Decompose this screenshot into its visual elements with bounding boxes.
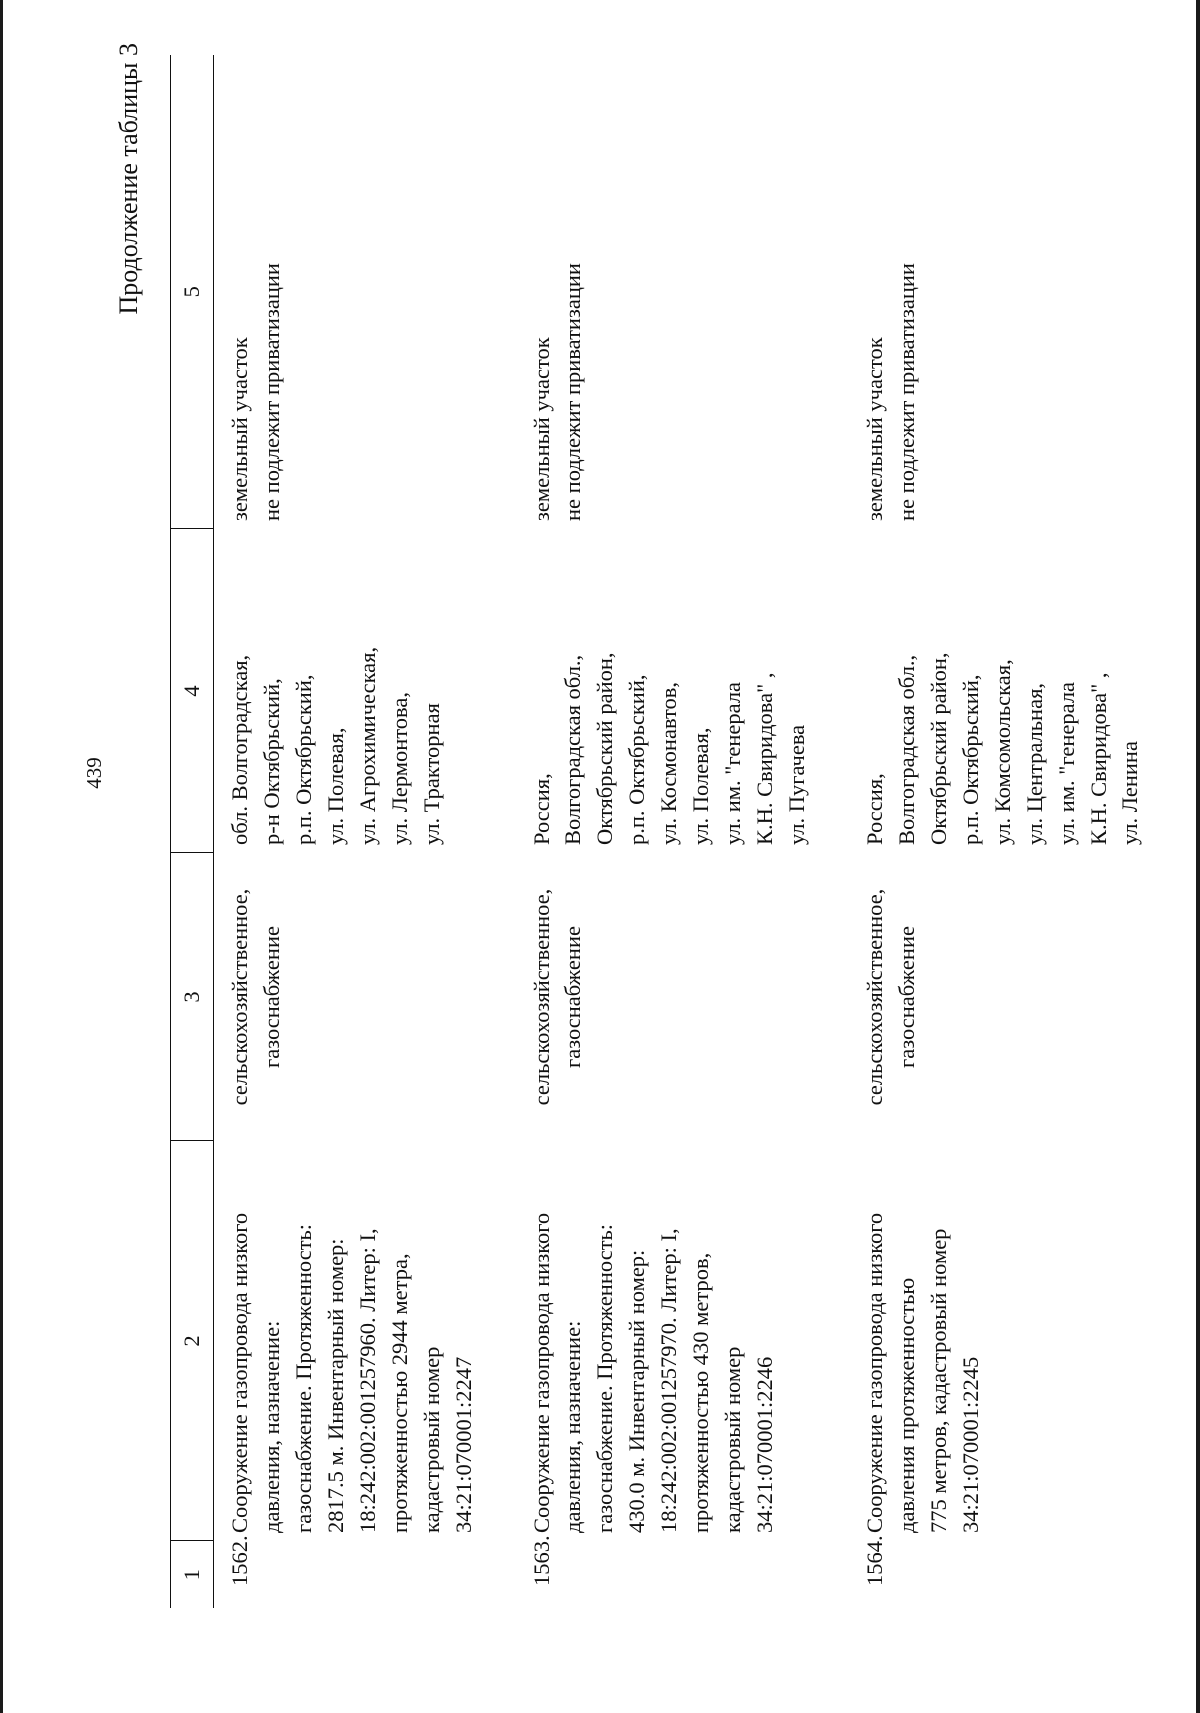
row-number: 1564. xyxy=(861,1535,887,1586)
description-line: газоснабжение. Протяженность: xyxy=(290,1223,316,1533)
description-line: Сооружение газопровода низкого xyxy=(528,1212,554,1533)
address-line: р.п. Октябрьский, xyxy=(957,674,983,845)
description-line: 18:242:002:001257970. Литер: I, xyxy=(656,1228,682,1533)
address-line: ул. Пугачева xyxy=(784,724,809,845)
property-table xyxy=(170,55,1182,1608)
object-purpose xyxy=(516,853,849,1141)
address-line: ул. Полевая, xyxy=(688,727,714,845)
purpose-line: сельскохозяйственное, xyxy=(861,888,887,1106)
address-line: Волгоградская обл., xyxy=(560,654,586,845)
description-line: 775 метров, кадастровый номер xyxy=(925,1228,951,1533)
address-line: ул. Комсомольская, xyxy=(989,659,1015,845)
note-line: не подлежит приватизации xyxy=(893,263,919,521)
address-line: ул. Центральная, xyxy=(1021,682,1047,845)
object-address xyxy=(214,529,516,853)
note-line: земельный участок xyxy=(861,337,887,521)
object-address xyxy=(849,529,1182,853)
row-number: 1562. xyxy=(227,1535,252,1586)
table-continuation-label: Продолжение таблицы 3 xyxy=(114,43,143,315)
purpose-line: газоснабжение xyxy=(258,926,284,1068)
purpose-line: сельскохозяйственное, xyxy=(528,888,554,1106)
address-line: р.п. Октябрьский, xyxy=(290,674,316,845)
description-line: Сооружение газопровода низкого xyxy=(227,1212,252,1533)
purpose-line: сельскохозяйственное, xyxy=(227,888,252,1106)
address-line: ул. Тракторная xyxy=(418,703,444,845)
description-line: 18:242:002:001257960. Литер: I, xyxy=(354,1228,380,1533)
address-line: ул. Ленина xyxy=(1117,741,1143,845)
address-line: Октябрьский район, xyxy=(925,652,951,845)
purpose-line: газоснабжение xyxy=(560,926,586,1068)
address-line: ул. Лермонтова, xyxy=(386,692,412,845)
purpose-line: газоснабжение xyxy=(893,926,919,1068)
note-line: не подлежит приватизации xyxy=(560,263,586,521)
description-line: 34:21:070001:2245 xyxy=(957,1356,983,1533)
column-header-2: 2 xyxy=(171,1141,214,1541)
object-purpose xyxy=(849,853,1182,1141)
description-line: 430.0 м. Инвентарный номер: xyxy=(624,1249,650,1533)
note-line: земельный участок xyxy=(528,337,554,521)
address-line: Октябрьский район, xyxy=(592,652,618,845)
description-line: 2817.5 м. Инвентарный номер: xyxy=(322,1238,348,1533)
table-header-row xyxy=(171,55,214,1608)
object-note xyxy=(214,55,516,529)
description-line: протяженностью 2944 метра, xyxy=(386,1253,412,1533)
object-note xyxy=(849,55,1182,529)
column-header-3: 3 xyxy=(171,853,214,1141)
description-line: кадастровый номер xyxy=(720,1346,746,1533)
description-line: 34:21:070001:2246 xyxy=(752,1356,778,1533)
object-address xyxy=(516,529,849,853)
address-line: К.Н. Свиридова" , xyxy=(1085,672,1111,845)
description-line: давления, назначение: xyxy=(560,1320,586,1533)
note-line: не подлежит приватизации xyxy=(258,263,284,521)
object-note xyxy=(516,55,849,529)
description-line: кадастровый номер xyxy=(418,1346,444,1533)
table-row xyxy=(516,55,849,1608)
address-line: К.Н. Свиридова" , xyxy=(752,672,778,845)
address-line: Россия, xyxy=(861,773,887,845)
address-line: ул. Космонавтов, xyxy=(656,681,682,845)
address-line: Волгоградская обл., xyxy=(893,654,919,845)
object-description xyxy=(214,1141,516,1541)
table-row xyxy=(849,55,1182,1608)
address-line: обл. Волгоградская, xyxy=(227,654,252,845)
object-description xyxy=(516,1141,849,1541)
address-line: р-н Октябрьский, xyxy=(258,678,284,845)
description-line: давления, назначение: xyxy=(258,1320,284,1533)
address-line: Россия, xyxy=(528,773,554,845)
description-line: Сооружение газопровода низкого xyxy=(861,1212,887,1533)
column-header-1: 1 xyxy=(171,1541,214,1608)
column-header-4: 4 xyxy=(171,529,214,853)
description-line: газоснабжение. Протяженность: xyxy=(592,1223,618,1533)
object-description xyxy=(849,1141,1182,1541)
address-line: ул. им. "генерала xyxy=(1053,681,1079,845)
page-number: 439 xyxy=(82,757,106,789)
address-line: ул. Агрохимическая, xyxy=(354,646,380,845)
address-line: ул. Полевая, xyxy=(322,727,348,845)
address-line: ул. им. "генерала xyxy=(720,681,746,845)
row-number: 1563. xyxy=(528,1535,554,1586)
description-line: протяженностью 430 метров, xyxy=(688,1252,714,1533)
object-purpose xyxy=(214,853,516,1141)
description-line: давления протяженностью xyxy=(893,1277,919,1533)
address-line: р.п. Октябрьский, xyxy=(624,674,650,845)
table-row xyxy=(214,55,516,1608)
note-line: земельный участок xyxy=(227,337,252,521)
column-header-5: 5 xyxy=(171,55,214,529)
description-line: 34:21:070001:2247 xyxy=(450,1356,476,1533)
